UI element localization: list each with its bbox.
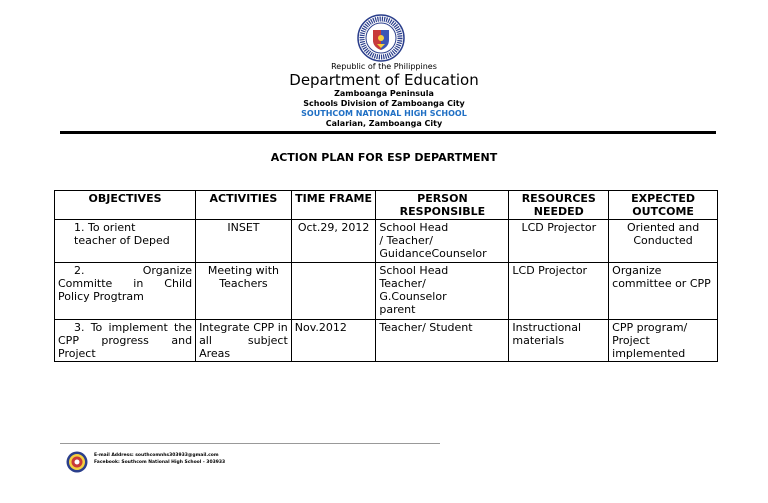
deped-seal-icon [357,14,405,62]
resources-cell: LCD Projector [509,220,609,263]
header-resources-needed: RESOURCES NEEDED [509,191,609,220]
activity-cell: Meeting with Teachers [196,263,292,320]
objective-line: 1. To orient [74,221,136,234]
time-frame-cell: Oct.29, 2012 [291,220,376,263]
footer-email: E-mail Address: southcomnhs303933@gmail.com [94,453,219,458]
footer-facebook: Facebook: Southcom National High School - 303933 [94,460,226,465]
person-line: parent [379,303,416,316]
table-row [55,220,718,263]
person-cell: Teacher/ Student [376,320,509,362]
objective-cell: 2. Organize Committe in Child Policy Progtram [55,263,196,320]
objective-line: teacher of Deped [74,234,170,247]
outcome-cell: Oriented and Conducted [609,220,718,263]
person-line: Teacher/ [379,277,426,290]
time-frame-cell: Nov.2012 [291,320,376,362]
school-name: SOUTHCOM NATIONAL HIGH SCHOOL [301,109,467,118]
person-line: / Teacher/ [379,234,433,247]
republic-label: Republic of the Philippines [331,62,437,71]
document-title: ACTION PLAN FOR ESP DEPARTMENT [270,151,498,164]
outcome-cell [609,320,718,362]
header-objectives: OBJECTIVES [55,191,196,220]
person-line: School Head [379,264,449,277]
header-expected-outcome: EXPECTED OUTCOME [609,191,718,220]
activity-cell: INSET [196,220,292,263]
person-line: GuidanceCounselor [379,247,487,260]
header-activities: ACTIVITIES [196,191,292,220]
division-label: Schools Division of Zamboanga City [303,99,465,108]
action-plan-table [54,190,718,362]
header-divider [60,131,716,134]
table-row [55,320,718,362]
footer-divider [60,443,440,444]
person-cell [376,263,509,320]
outcome-line: CPP program/ [612,321,688,334]
region-label: Zamboanga Peninsula [334,89,434,98]
outcome-cell: Organize committee or CPP [609,263,718,320]
person-line: G.Counselor [379,290,447,303]
person-cell [376,220,509,263]
table-row [55,263,718,320]
activity-cell: Integrate CPP in all subject Areas [196,320,292,362]
person-line: School Head [379,221,449,234]
table-header-row [55,191,718,220]
time-frame-cell [291,263,376,320]
school-address: Calarian, Zamboanga City [325,119,443,128]
resources-cell: Instructional materials [509,320,609,362]
resources-cell: LCD Projector [509,263,609,320]
objective-cell [55,220,196,263]
header-time-frame: TIME FRAME [291,191,376,220]
objective-cell: 3. To implement the CPP progress and Project [55,320,196,362]
outcome-line: Project [612,334,650,347]
school-seal-icon [66,451,88,473]
department-title: Department of Education [289,71,479,89]
outcome-line: implemented [612,347,686,360]
header-person-responsible: PERSON RESPONSIBLE [376,191,509,220]
